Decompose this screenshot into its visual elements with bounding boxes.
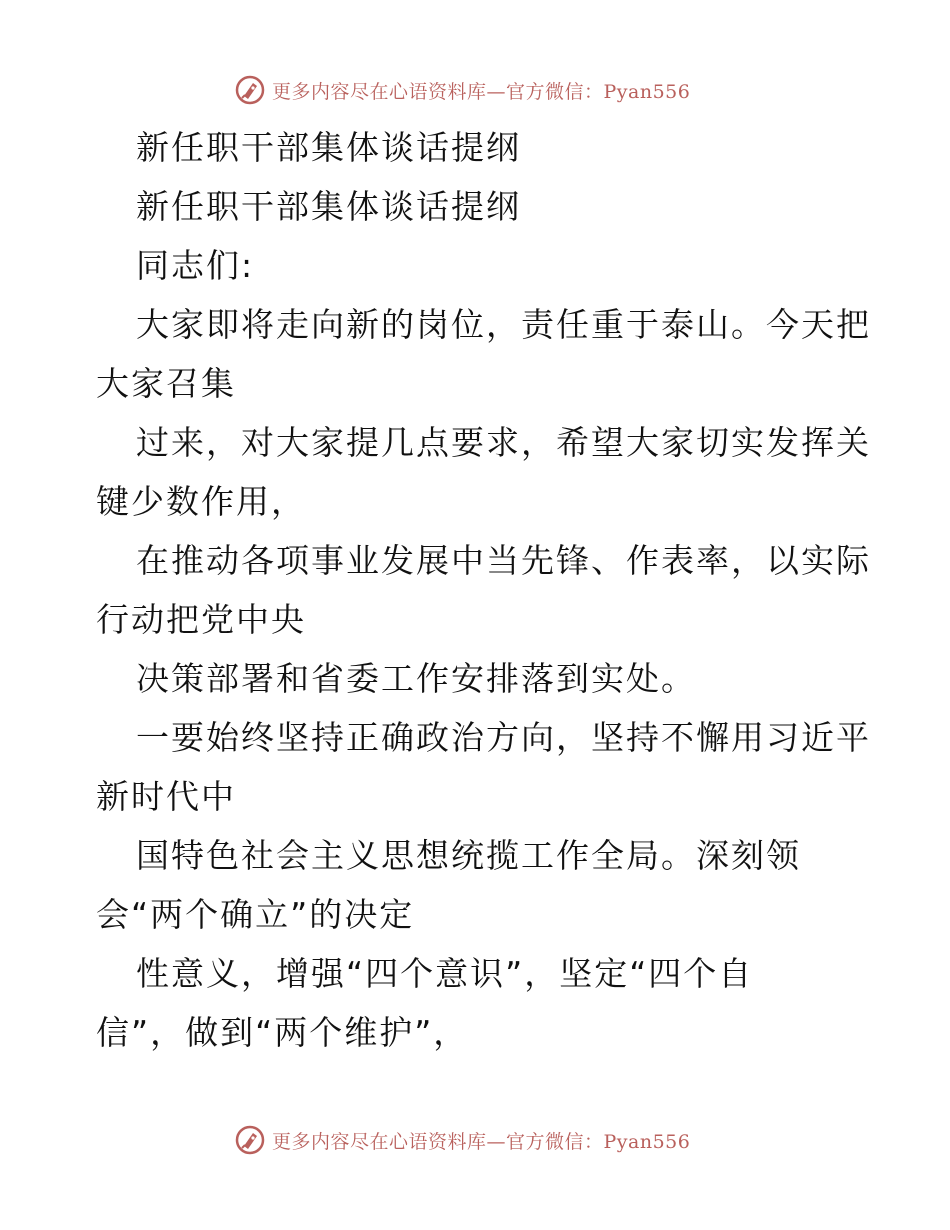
watermark-text: 更多内容尽在心语资料库—官方微信：Pyan556	[272, 80, 691, 103]
paragraph-line: 新时代中	[96, 777, 236, 816]
pen-nib-icon	[234, 74, 266, 106]
paragraph-line: 一要始终坚持正确政治方向，坚持不懈用习近平	[136, 718, 871, 757]
pen-nib-icon	[234, 1124, 266, 1156]
paragraph-line: 决策部署和省委工作安排落到实处。	[136, 659, 696, 698]
paragraph-line: 大家即将走向新的岗位，责任重于泰山。今天把	[136, 305, 871, 344]
paragraph-line: 大家召集	[96, 364, 236, 403]
paragraph-line: 过来，对大家提几点要求，希望大家切实发挥关	[136, 423, 871, 462]
salutation: 同志们:	[136, 246, 255, 285]
doc-title-repeat: 新任职干部集体谈话提纲	[136, 187, 521, 226]
paragraph-line: 信”，做到“两个维护”，	[96, 1013, 469, 1052]
paragraph-line: 会“两个确立”的决定	[96, 895, 415, 934]
watermark-text: 更多内容尽在心语资料库—官方微信：Pyan556	[272, 1130, 691, 1153]
paragraph-line: 国特色社会主义思想统揽工作全局。深刻领	[136, 836, 801, 875]
doc-title: 新任职干部集体谈话提纲	[136, 128, 521, 167]
document-body	[96, 118, 871, 1062]
paragraph-line: 行动把党中央	[96, 600, 306, 639]
paragraph-line: 在推动各项事业发展中当先锋、作表率，以实际	[136, 541, 871, 580]
footer-watermark	[234, 1122, 690, 1158]
header-watermark	[234, 72, 690, 108]
paragraph-line: 性意义，增强“四个意识”，坚定“四个自	[136, 954, 754, 993]
paragraph-line: 键少数作用，	[96, 482, 306, 521]
